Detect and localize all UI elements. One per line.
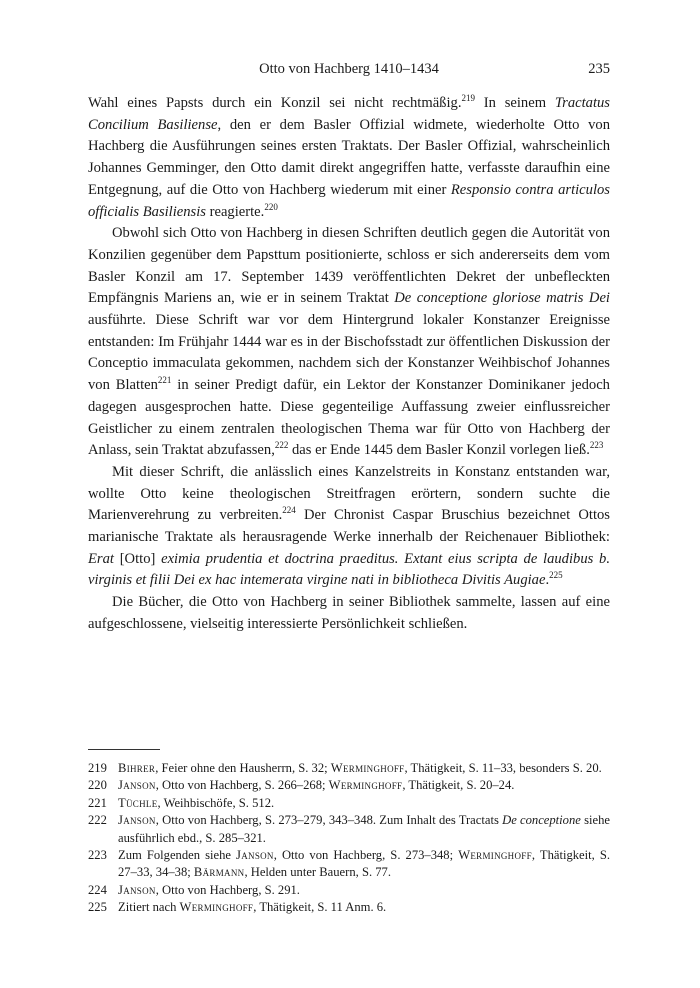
footnote-text: , Otto von Hachberg, S. 291. xyxy=(155,882,300,897)
paragraph xyxy=(88,223,610,462)
footnote-number: 224 xyxy=(88,882,107,897)
author-name: Bärmann xyxy=(193,865,245,880)
footnote-number: 223 xyxy=(88,848,107,863)
main-text xyxy=(88,93,610,636)
italic-text: De conceptione gloriose matris Dei xyxy=(394,290,610,307)
text-run: Obwohl sich Otto von Hachberg in diesen Schriften deutlich gegen die Autorität von Konzilien gegenüber dem Papsttum positionierte, schloss er sich andererseits dem vom Basler Konzil am 17. September 1439 veröffentlichten Dekret der unbefleckten Empfängnis Mariens an, wie er in seinem Traktat xyxy=(88,225,610,307)
footnote xyxy=(88,882,610,899)
footnote-separator xyxy=(88,749,160,750)
author-name: Janson xyxy=(118,882,156,897)
footnote-ref: 225 xyxy=(549,570,563,581)
text-run: Der Chronist Caspar Bruschius bezeichnet Ottos marianische Traktate als herausragende Werke innerhalb der Reichenauer Bibliothek: xyxy=(88,507,610,546)
footnote-text: Zitiert nach xyxy=(118,900,180,915)
paragraph xyxy=(88,93,610,223)
text-run: . xyxy=(545,572,550,589)
footnote-text: , Otto von Hachberg, S. 266–268; xyxy=(155,778,329,793)
footnote-text: , Feier ohne den Hausherrn, S. 32; xyxy=(155,761,331,775)
italic-text: De conceptione xyxy=(502,813,581,828)
author-name: Janson xyxy=(118,778,156,793)
italic-text: Responsio contra articulos officialis Basiliensis xyxy=(88,181,610,220)
footnote xyxy=(88,847,610,882)
footnote xyxy=(88,795,610,812)
footnote-number: 219 xyxy=(88,761,107,775)
text-run: Die Bücher, die Otto von Hachberg in seiner Bibliothek sammelte, lassen auf eine aufgeschlossene, vielseitig interessierte Persönlichkeit schließen. xyxy=(88,594,610,632)
text-run: Mit dieser Schrift, die anlässlich eines Kanzelstreits in Konstanz entstanden war, wollte Otto keine theologischen Streitfragen erörtern, sondern suchte die Marienverehrung zu verbreiten. xyxy=(88,463,610,524)
footnote xyxy=(88,812,610,847)
running-head xyxy=(88,61,610,81)
text-run: reagierte. xyxy=(205,203,265,220)
author-name: Werminghoff xyxy=(330,761,405,775)
footnote-text: , Otto von Hachberg, S. 273–348; xyxy=(273,848,459,863)
author-name: Werminghoff xyxy=(328,778,403,793)
text-run: In seinem xyxy=(474,95,555,111)
footnote-number: 221 xyxy=(88,795,107,810)
italic-text: Erat xyxy=(88,550,114,567)
text-run: in seiner Predigt dafür, ein Lektor der Konstanzer Dominikaner jedoch dagegen ausgesprochen hatte. Diese gegenteilige Auffassung zweier einflussreicher Geistlicher zu einem zentralen theologischen Thema war für Otto von Hachberg der Anlass, sein Traktat abzufassen, xyxy=(88,377,610,459)
footnote-text: siehe ausführlich ebd., S. 285–321. xyxy=(118,813,610,845)
footnote-ref: 221 xyxy=(157,375,172,386)
footnote-ref: 219 xyxy=(461,93,475,103)
author-name: Bihrer xyxy=(118,761,156,775)
footnotes xyxy=(88,760,610,917)
author-name: Janson xyxy=(118,813,156,828)
author-name: Werminghoff xyxy=(458,848,532,863)
footnote-ref: 220 xyxy=(264,201,278,212)
footnote-text: , Thätigkeit, S. 20–24. xyxy=(402,778,515,793)
footnote-text: Zum Folgenden siehe xyxy=(118,848,237,863)
text-run: [Otto] xyxy=(113,550,162,567)
text-run: Wahl eines Papsts durch ein Konzil sei nicht rechtmäßig. xyxy=(88,95,462,111)
footnote-ref: 222 xyxy=(274,440,289,451)
footnote-text: , Thätigkeit, S. 11–33, besonders S. 20. xyxy=(404,761,602,775)
page-number: 235 xyxy=(588,61,610,77)
footnote-text: , Otto von Hachberg, S. 273–279, 343–348. Zum Inhalt des Tractats xyxy=(155,813,503,828)
italic-text: eximia prudentia et doctrina praeditus. Extant eius scripta de laudibus b. virginis et filii Dei ex hac intemerata virgine nati in bibliotheca Divitis Augiae xyxy=(88,550,610,589)
footnote-text: , Thätigkeit, S. 11 Anm. 6. xyxy=(253,900,387,915)
running-title: Otto von Hachberg 1410–1434 xyxy=(259,61,439,77)
footnote-number: 220 xyxy=(88,778,107,793)
author-name: Tüchle xyxy=(118,795,158,810)
footnote-text: , Helden unter Bauern, S. 77. xyxy=(244,865,391,880)
text-run: ausführte. Diese Schrift war vor dem Hintergrund lokaler Konstanzer Ereignisse entstanden: Im Frühjahr 1444 war es in der Bischofsstadt zur öffentlichen Diskussion der Conceptio immaculata gekommen, nachdem sich der Konstanzer Weihbischof Johannes von Blatten xyxy=(88,312,610,394)
footnote xyxy=(88,777,610,794)
text-run: , den er dem Basler Offizial widmete, wiederholte Otto von Hachberg die Ausführungen seines ersten Traktats. Der Basler Offizial, wahrscheinlich Johannes Gemminger, den Otto damit direkt angegriffen hatte, verfasste daraufhin eine Entgegnung, auf die Otto von Hachberg wiederum mit einer xyxy=(88,116,610,198)
footnote-number: 225 xyxy=(88,900,107,915)
italic-text: Tractatus Concilium Basiliense xyxy=(88,95,610,133)
footnote-ref: 224 xyxy=(282,505,296,516)
footnote-text: , Weihbischöfe, S. 512. xyxy=(157,795,275,810)
paragraph xyxy=(88,462,610,592)
author-name: Janson xyxy=(236,848,274,863)
paragraph xyxy=(88,592,610,635)
text-run: das er Ende 1445 dem Basler Konzil vorlegen ließ. xyxy=(288,442,590,459)
author-name: Werminghoff xyxy=(179,900,254,915)
footnote xyxy=(88,899,610,916)
footnote xyxy=(88,760,610,777)
footnote-text: , Thätigkeit, S. 27–33, 34–38; xyxy=(118,848,611,880)
footnote-number: 222 xyxy=(88,813,107,828)
footnote-ref: 223 xyxy=(589,440,604,451)
